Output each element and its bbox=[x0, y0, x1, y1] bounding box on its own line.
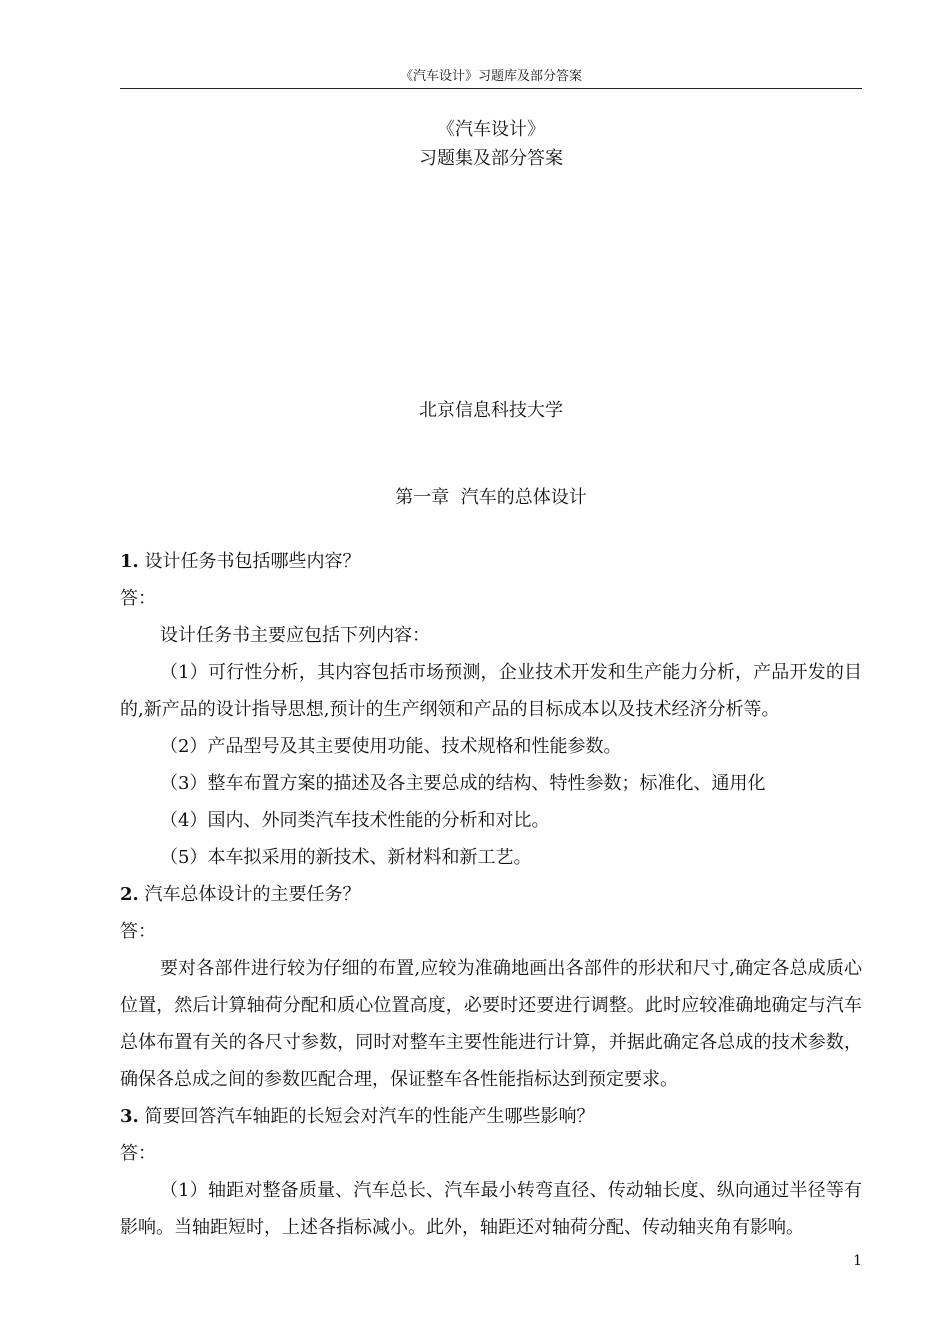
answer-item: （2）产品型号及其主要使用功能、技术规格和性能参数。 bbox=[160, 736, 622, 757]
cover-title-line1: 《汽车设计》 bbox=[437, 119, 545, 140]
answer-body: 要对各部件进行较为仔细的布置,应较为准确地画出各部件的形状和尺寸,确定各总成质心位置，然后计算轴荷分配和质心位置高度，必要时还要进行调整。此时应较准确地确定与汽车总体布置有关的各尺寸参数，同时对整车主要性能进行计算，并据此确定各总成的技术参数，确保各总成之间的参数匹配合理，保证整车各性能指标达到预定要求。 bbox=[120, 958, 862, 1090]
question-text: 简要回答汽车轴距的长短会对汽车的性能产生哪些影响？ bbox=[144, 1106, 595, 1127]
header-rule bbox=[120, 88, 862, 89]
question-number: 2. bbox=[120, 884, 139, 905]
question-text: 设计任务书包括哪些内容？ bbox=[144, 551, 361, 572]
question-3 bbox=[120, 1098, 862, 1135]
institution-name: 北京信息科技大学 bbox=[419, 400, 563, 421]
answer-intro: 设计任务书主要应包括下列内容： bbox=[160, 625, 430, 646]
answer-label: 答： bbox=[120, 588, 156, 609]
cover-title-line2: 习题集及部分答案 bbox=[419, 148, 563, 169]
document-body bbox=[120, 543, 862, 1246]
answer-item: （5）本车拟采用的新技术、新材料和新工艺。 bbox=[160, 847, 532, 868]
question-number: 3. bbox=[120, 1106, 139, 1127]
chapter-title: 第一章 汽车的总体设计 bbox=[395, 487, 587, 508]
answer-item: （3）整车布置方案的描述及各主要总成的结构、特性参数；标准化、通用化 bbox=[160, 773, 766, 794]
question-number: 1. bbox=[120, 551, 139, 572]
answer-item: （1）可行性分析，其内容包括市场预测，企业技术开发和生产能力分析，产品开发的目的,新产品的设计指导思想,预计的生产纲领和产品的目标成本以及技术经济分析等。 bbox=[120, 662, 862, 720]
answer-label: 答： bbox=[120, 1143, 156, 1164]
question-1 bbox=[120, 543, 862, 580]
question-text: 汽车总体设计的主要任务？ bbox=[144, 884, 361, 905]
page-number: 1 bbox=[853, 1253, 862, 1269]
answer-item: （4）国内、外同类汽车技术性能的分析和对比。 bbox=[160, 810, 550, 831]
answer-item: （1）轴距对整备质量、汽车总长、汽车最小转弯直径、传动轴长度、纵向通过半径等有影响。当轴距短时，上述各指标减小。此外，轴距还对轴荷分配、传动轴夹角有影响。 bbox=[120, 1180, 862, 1238]
question-2 bbox=[120, 876, 862, 913]
answer-label: 答： bbox=[120, 921, 156, 942]
running-header: 《汽车设计》习题库及部分答案 bbox=[399, 69, 582, 84]
